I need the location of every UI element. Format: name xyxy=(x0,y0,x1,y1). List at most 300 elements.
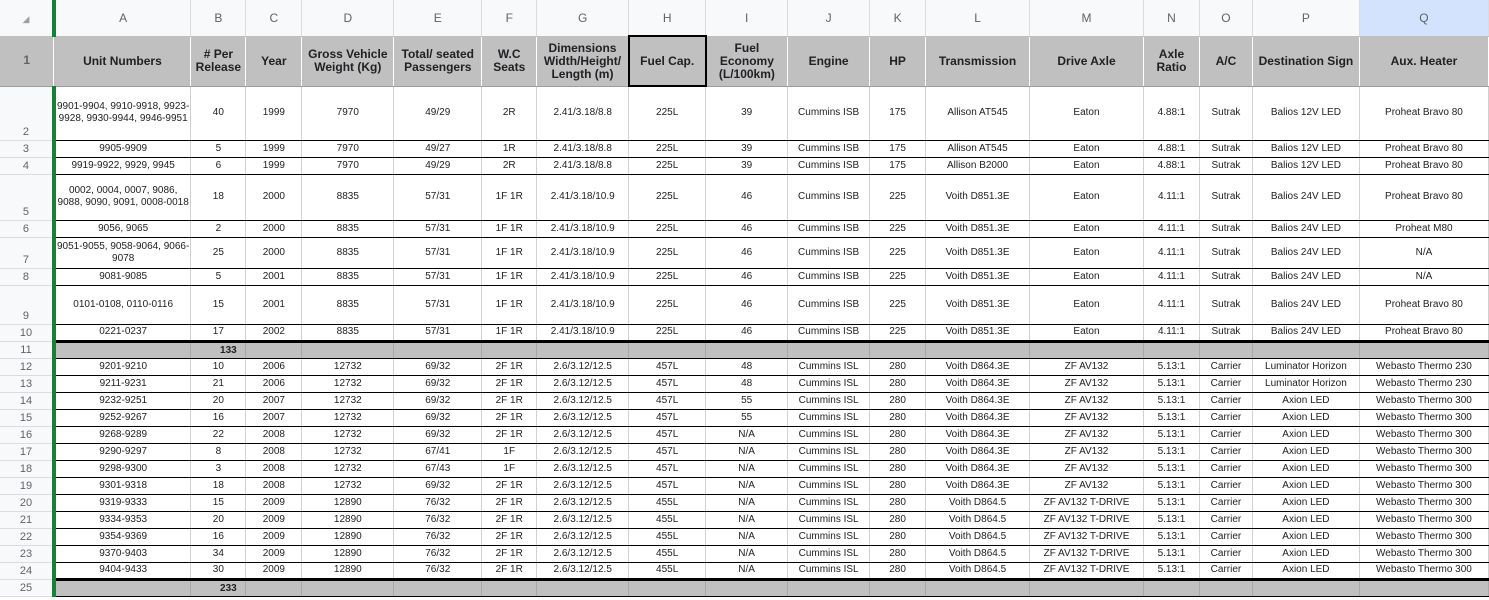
cell-g3[interactable]: 2.41/3.18/8.8 xyxy=(537,140,629,157)
cell-q19[interactable]: Webasto Thermo 300 xyxy=(1359,477,1488,494)
cell-a3[interactable]: 9905-9909 xyxy=(54,140,191,157)
cell-e21[interactable]: 76/32 xyxy=(394,511,482,528)
cell-d23[interactable]: 12890 xyxy=(302,545,394,562)
cell-j19[interactable]: Cummins ISL xyxy=(788,477,870,494)
cell-b11[interactable]: 133 xyxy=(191,341,246,358)
cell-n16[interactable]: 5.13:1 xyxy=(1143,426,1199,443)
cell-j13[interactable]: Cummins ISL xyxy=(788,375,870,392)
cell-q16[interactable]: Webasto Thermo 300 xyxy=(1359,426,1488,443)
cell-h24[interactable]: 455L xyxy=(629,562,706,579)
cell-c19[interactable]: 2008 xyxy=(246,477,302,494)
cell-b2[interactable]: 40 xyxy=(191,86,246,140)
cell-q14[interactable]: Webasto Thermo 300 xyxy=(1359,392,1488,409)
row-number[interactable]: 7 xyxy=(0,237,54,268)
cell-i11[interactable] xyxy=(706,341,788,358)
cell-b22[interactable]: 16 xyxy=(191,528,246,545)
cell-d14[interactable]: 12732 xyxy=(302,392,394,409)
cell-m23[interactable]: ZF AV132 T-DRIVE xyxy=(1030,545,1144,562)
cell-e11[interactable] xyxy=(394,341,482,358)
cell-n8[interactable]: 4.11:1 xyxy=(1143,268,1199,285)
cell-q22[interactable]: Webasto Thermo 300 xyxy=(1359,528,1488,545)
cell-e12[interactable]: 69/32 xyxy=(394,358,482,375)
cell-h8[interactable]: 225L xyxy=(629,268,706,285)
cell-i7[interactable]: 46 xyxy=(706,237,788,268)
cell-e19[interactable]: 69/32 xyxy=(394,477,482,494)
cell-d20[interactable]: 12890 xyxy=(302,494,394,511)
cell-m18[interactable]: ZF AV132 xyxy=(1030,460,1144,477)
header-cell-a[interactable]: Unit Numbers xyxy=(54,36,191,86)
cell-l8[interactable]: Voith D851.3E xyxy=(926,268,1030,285)
cell-m10[interactable]: Eaton xyxy=(1030,324,1144,341)
cell-a2[interactable]: 9901-9904, 9910-9918, 9923-9928, 9930-9944, 9946-9951 xyxy=(54,86,191,140)
cell-b13[interactable]: 21 xyxy=(191,375,246,392)
cell-j6[interactable]: Cummins ISB xyxy=(788,220,870,237)
cell-j5[interactable]: Cummins ISB xyxy=(788,174,870,220)
cell-o16[interactable]: Carrier xyxy=(1199,426,1252,443)
cell-f7[interactable]: 1F 1R xyxy=(482,237,537,268)
cell-e16[interactable]: 69/32 xyxy=(394,426,482,443)
cell-k23[interactable]: 280 xyxy=(870,545,926,562)
cell-f23[interactable]: 2F 1R xyxy=(482,545,537,562)
cell-c3[interactable]: 1999 xyxy=(246,140,302,157)
cell-l7[interactable]: Voith D851.3E xyxy=(926,237,1030,268)
cell-q2[interactable]: Proheat Bravo 80 xyxy=(1359,86,1488,140)
row-number[interactable]: 9 xyxy=(0,285,54,324)
header-cell-e[interactable]: Total/ seated Passengers xyxy=(394,36,482,86)
cell-a4[interactable]: 9919-9922, 9929, 9945 xyxy=(54,157,191,174)
cell-n3[interactable]: 4.88:1 xyxy=(1143,140,1199,157)
cell-o13[interactable]: Carrier xyxy=(1199,375,1252,392)
cell-l11[interactable] xyxy=(926,341,1030,358)
cell-k14[interactable]: 280 xyxy=(870,392,926,409)
cell-a12[interactable]: 9201-9210 xyxy=(54,358,191,375)
cell-m25[interactable] xyxy=(1030,579,1144,596)
cell-d24[interactable]: 12890 xyxy=(302,562,394,579)
cell-h2[interactable]: 225L xyxy=(629,86,706,140)
cell-k9[interactable]: 225 xyxy=(870,285,926,324)
cell-n6[interactable]: 4.11:1 xyxy=(1143,220,1199,237)
cell-b12[interactable]: 10 xyxy=(191,358,246,375)
cell-e8[interactable]: 57/31 xyxy=(394,268,482,285)
cell-g22[interactable]: 2.6/3.12/12.5 xyxy=(537,528,629,545)
cell-n10[interactable]: 4.11:1 xyxy=(1143,324,1199,341)
cell-a15[interactable]: 9252-9267 xyxy=(54,409,191,426)
cell-n23[interactable]: 5.13:1 xyxy=(1143,545,1199,562)
cell-d16[interactable]: 12732 xyxy=(302,426,394,443)
cell-d13[interactable]: 12732 xyxy=(302,375,394,392)
cell-f16[interactable]: 2F 1R xyxy=(482,426,537,443)
cell-k22[interactable]: 280 xyxy=(870,528,926,545)
header-cell-h[interactable]: Fuel Cap. xyxy=(629,36,706,86)
cell-e25[interactable] xyxy=(394,579,482,596)
cell-q15[interactable]: Webasto Thermo 300 xyxy=(1359,409,1488,426)
cell-i20[interactable]: N/A xyxy=(706,494,788,511)
cell-g24[interactable]: 2.6/3.12/12.5 xyxy=(537,562,629,579)
cell-c20[interactable]: 2009 xyxy=(246,494,302,511)
cell-b3[interactable]: 5 xyxy=(191,140,246,157)
cell-o25[interactable] xyxy=(1199,579,1252,596)
cell-g13[interactable]: 2.6/3.12/12.5 xyxy=(537,375,629,392)
cell-d4[interactable]: 7970 xyxy=(302,157,394,174)
cell-m20[interactable]: ZF AV132 T-DRIVE xyxy=(1030,494,1144,511)
cell-j8[interactable]: Cummins ISB xyxy=(788,268,870,285)
cell-p7[interactable]: Balios 24V LED xyxy=(1252,237,1359,268)
cell-f4[interactable]: 2R xyxy=(482,157,537,174)
column-header-q[interactable]: Q xyxy=(1359,0,1488,36)
cell-q24[interactable]: Webasto Thermo 300 xyxy=(1359,562,1488,579)
row-number[interactable]: 5 xyxy=(0,174,54,220)
column-header-o[interactable]: O xyxy=(1199,0,1252,36)
cell-c23[interactable]: 2009 xyxy=(246,545,302,562)
cell-p20[interactable]: Axion LED xyxy=(1252,494,1359,511)
cell-l6[interactable]: Voith D851.3E xyxy=(926,220,1030,237)
header-cell-q[interactable]: Aux. Heater xyxy=(1359,36,1488,86)
cell-p16[interactable]: Axion LED xyxy=(1252,426,1359,443)
cell-b19[interactable]: 18 xyxy=(191,477,246,494)
cell-a11[interactable] xyxy=(54,341,191,358)
cell-e10[interactable]: 57/31 xyxy=(394,324,482,341)
cell-p22[interactable]: Axion LED xyxy=(1252,528,1359,545)
cell-h21[interactable]: 455L xyxy=(629,511,706,528)
cell-a22[interactable]: 9354-9369 xyxy=(54,528,191,545)
cell-a6[interactable]: 9056, 9065 xyxy=(54,220,191,237)
cell-k17[interactable]: 280 xyxy=(870,443,926,460)
cell-j15[interactable]: Cummins ISL xyxy=(788,409,870,426)
cell-q7[interactable]: N/A xyxy=(1359,237,1488,268)
cell-g12[interactable]: 2.6/3.12/12.5 xyxy=(537,358,629,375)
cell-n25[interactable] xyxy=(1143,579,1199,596)
cell-a23[interactable]: 9370-9403 xyxy=(54,545,191,562)
cell-h4[interactable]: 225L xyxy=(629,157,706,174)
cell-d10[interactable]: 8835 xyxy=(302,324,394,341)
cell-i9[interactable]: 46 xyxy=(706,285,788,324)
header-cell-b[interactable]: # Per Release xyxy=(191,36,246,86)
cell-l13[interactable]: Voith D864.3E xyxy=(926,375,1030,392)
cell-p24[interactable]: Axion LED xyxy=(1252,562,1359,579)
cell-o19[interactable]: Carrier xyxy=(1199,477,1252,494)
cell-g14[interactable]: 2.6/3.12/12.5 xyxy=(537,392,629,409)
cell-n2[interactable]: 4.88:1 xyxy=(1143,86,1199,140)
cell-m24[interactable]: ZF AV132 T-DRIVE xyxy=(1030,562,1144,579)
cell-n7[interactable]: 4.11:1 xyxy=(1143,237,1199,268)
cell-a10[interactable]: 0221-0237 xyxy=(54,324,191,341)
cell-o11[interactable] xyxy=(1199,341,1252,358)
header-cell-l[interactable]: Transmission xyxy=(926,36,1030,86)
cell-e9[interactable]: 57/31 xyxy=(394,285,482,324)
cell-o2[interactable]: Sutrak xyxy=(1199,86,1252,140)
cell-l17[interactable]: Voith D864.3E xyxy=(926,443,1030,460)
cell-i24[interactable]: N/A xyxy=(706,562,788,579)
cell-j10[interactable]: Cummins ISB xyxy=(788,324,870,341)
cell-j18[interactable]: Cummins ISL xyxy=(788,460,870,477)
cell-p13[interactable]: Luminator Horizon xyxy=(1252,375,1359,392)
cell-n15[interactable]: 5.13:1 xyxy=(1143,409,1199,426)
cell-k18[interactable]: 280 xyxy=(870,460,926,477)
cell-p10[interactable]: Balios 24V LED xyxy=(1252,324,1359,341)
cell-d12[interactable]: 12732 xyxy=(302,358,394,375)
cell-m8[interactable]: Eaton xyxy=(1030,268,1144,285)
cell-f2[interactable]: 2R xyxy=(482,86,537,140)
cell-n9[interactable]: 4.11:1 xyxy=(1143,285,1199,324)
cell-i5[interactable]: 46 xyxy=(706,174,788,220)
cell-m5[interactable]: Eaton xyxy=(1030,174,1144,220)
cell-g6[interactable]: 2.41/3.18/10.9 xyxy=(537,220,629,237)
row-number[interactable]: 12 xyxy=(0,358,54,375)
cell-f25[interactable] xyxy=(482,579,537,596)
cell-f17[interactable]: 1F xyxy=(482,443,537,460)
cell-a13[interactable]: 9211-9231 xyxy=(54,375,191,392)
cell-j2[interactable]: Cummins ISB xyxy=(788,86,870,140)
row-number[interactable]: 24 xyxy=(0,562,54,579)
cell-m16[interactable]: ZF AV132 xyxy=(1030,426,1144,443)
cell-o12[interactable]: Carrier xyxy=(1199,358,1252,375)
cell-p5[interactable]: Balios 24V LED xyxy=(1252,174,1359,220)
cell-a19[interactable]: 9301-9318 xyxy=(54,477,191,494)
cell-e17[interactable]: 67/41 xyxy=(394,443,482,460)
cell-b16[interactable]: 22 xyxy=(191,426,246,443)
cell-c25[interactable] xyxy=(246,579,302,596)
cell-f12[interactable]: 2F 1R xyxy=(482,358,537,375)
cell-l4[interactable]: Allison B2000 xyxy=(926,157,1030,174)
cell-q25[interactable] xyxy=(1359,579,1488,596)
cell-c12[interactable]: 2006 xyxy=(246,358,302,375)
cell-e24[interactable]: 76/32 xyxy=(394,562,482,579)
cell-b9[interactable]: 15 xyxy=(191,285,246,324)
header-cell-f[interactable]: W.C Seats xyxy=(482,36,537,86)
cell-a7[interactable]: 9051-9055, 9058-9064, 9066-9078 xyxy=(54,237,191,268)
cell-i8[interactable]: 46 xyxy=(706,268,788,285)
cell-e5[interactable]: 57/31 xyxy=(394,174,482,220)
cell-g18[interactable]: 2.6/3.12/12.5 xyxy=(537,460,629,477)
row-number[interactable]: 19 xyxy=(0,477,54,494)
cell-j25[interactable] xyxy=(788,579,870,596)
cell-k7[interactable]: 225 xyxy=(870,237,926,268)
cell-b15[interactable]: 16 xyxy=(191,409,246,426)
cell-a5[interactable]: 0002, 0004, 0007, 9086, 9088, 9090, 9091, 0008-0018 xyxy=(54,174,191,220)
cell-j9[interactable]: Cummins ISB xyxy=(788,285,870,324)
cell-o8[interactable]: Sutrak xyxy=(1199,268,1252,285)
cell-i3[interactable]: 39 xyxy=(706,140,788,157)
cell-m19[interactable]: ZF AV132 xyxy=(1030,477,1144,494)
cell-h20[interactable]: 455L xyxy=(629,494,706,511)
column-header-c[interactable]: C xyxy=(246,0,302,36)
cell-h18[interactable]: 457L xyxy=(629,460,706,477)
cell-m4[interactable]: Eaton xyxy=(1030,157,1144,174)
cell-k11[interactable] xyxy=(870,341,926,358)
cell-f19[interactable]: 2F 1R xyxy=(482,477,537,494)
cell-k20[interactable]: 280 xyxy=(870,494,926,511)
cell-f14[interactable]: 2F 1R xyxy=(482,392,537,409)
cell-q23[interactable]: Webasto Thermo 300 xyxy=(1359,545,1488,562)
header-cell-n[interactable]: Axle Ratio xyxy=(1143,36,1199,86)
cell-d2[interactable]: 7970 xyxy=(302,86,394,140)
cell-q18[interactable]: Webasto Thermo 300 xyxy=(1359,460,1488,477)
header-cell-m[interactable]: Drive Axle xyxy=(1030,36,1144,86)
cell-l20[interactable]: Voith D864.5 xyxy=(926,494,1030,511)
cell-g9[interactable]: 2.41/3.18/10.9 xyxy=(537,285,629,324)
cell-q17[interactable]: Webasto Thermo 300 xyxy=(1359,443,1488,460)
cell-l18[interactable]: Voith D864.3E xyxy=(926,460,1030,477)
cell-k13[interactable]: 280 xyxy=(870,375,926,392)
cell-l21[interactable]: Voith D864.5 xyxy=(926,511,1030,528)
cell-l12[interactable]: Voith D864.3E xyxy=(926,358,1030,375)
column-header-n[interactable]: N xyxy=(1143,0,1199,36)
row-number[interactable]: 16 xyxy=(0,426,54,443)
cell-d19[interactable]: 12732 xyxy=(302,477,394,494)
cell-f24[interactable]: 2F 1R xyxy=(482,562,537,579)
cell-o22[interactable]: Carrier xyxy=(1199,528,1252,545)
cell-l2[interactable]: Allison AT545 xyxy=(926,86,1030,140)
cell-a20[interactable]: 9319-9333 xyxy=(54,494,191,511)
cell-h10[interactable]: 225L xyxy=(629,324,706,341)
cell-h23[interactable]: 455L xyxy=(629,545,706,562)
column-header-p[interactable]: P xyxy=(1252,0,1359,36)
cell-c24[interactable]: 2009 xyxy=(246,562,302,579)
cell-g23[interactable]: 2.6/3.12/12.5 xyxy=(537,545,629,562)
cell-a8[interactable]: 9081-9085 xyxy=(54,268,191,285)
header-cell-k[interactable]: HP xyxy=(870,36,926,86)
cell-k25[interactable] xyxy=(870,579,926,596)
cell-f20[interactable]: 2F 1R xyxy=(482,494,537,511)
cell-q10[interactable]: Proheat Bravo 80 xyxy=(1359,324,1488,341)
cell-o18[interactable]: Carrier xyxy=(1199,460,1252,477)
cell-c11[interactable] xyxy=(246,341,302,358)
cell-d21[interactable]: 12890 xyxy=(302,511,394,528)
cell-f11[interactable] xyxy=(482,341,537,358)
cell-a17[interactable]: 9290-9297 xyxy=(54,443,191,460)
cell-h17[interactable]: 457L xyxy=(629,443,706,460)
cell-h19[interactable]: 457L xyxy=(629,477,706,494)
cell-q21[interactable]: Webasto Thermo 300 xyxy=(1359,511,1488,528)
cell-c6[interactable]: 2000 xyxy=(246,220,302,237)
column-header-b[interactable]: B xyxy=(191,0,246,36)
cell-h15[interactable]: 457L xyxy=(629,409,706,426)
cell-f13[interactable]: 2F 1R xyxy=(482,375,537,392)
cell-n20[interactable]: 5.13:1 xyxy=(1143,494,1199,511)
cell-j7[interactable]: Cummins ISB xyxy=(788,237,870,268)
cell-d18[interactable]: 12732 xyxy=(302,460,394,477)
cell-e20[interactable]: 76/32 xyxy=(394,494,482,511)
cell-k2[interactable]: 175 xyxy=(870,86,926,140)
cell-q8[interactable]: N/A xyxy=(1359,268,1488,285)
cell-c8[interactable]: 2001 xyxy=(246,268,302,285)
cell-l14[interactable]: Voith D864.3E xyxy=(926,392,1030,409)
cell-i2[interactable]: 39 xyxy=(706,86,788,140)
cell-b17[interactable]: 8 xyxy=(191,443,246,460)
cell-h12[interactable]: 457L xyxy=(629,358,706,375)
cell-b23[interactable]: 34 xyxy=(191,545,246,562)
row-number[interactable]: 1 xyxy=(0,36,54,86)
cell-m21[interactable]: ZF AV132 T-DRIVE xyxy=(1030,511,1144,528)
cell-h6[interactable]: 225L xyxy=(629,220,706,237)
cell-c17[interactable]: 2008 xyxy=(246,443,302,460)
row-number[interactable]: 20 xyxy=(0,494,54,511)
cell-q20[interactable]: Webasto Thermo 300 xyxy=(1359,494,1488,511)
cell-c21[interactable]: 2009 xyxy=(246,511,302,528)
cell-c18[interactable]: 2008 xyxy=(246,460,302,477)
cell-q6[interactable]: Proheat M80 xyxy=(1359,220,1488,237)
cell-q12[interactable]: Webasto Thermo 230 xyxy=(1359,358,1488,375)
cell-h9[interactable]: 225L xyxy=(629,285,706,324)
cell-j4[interactable]: Cummins ISB xyxy=(788,157,870,174)
cell-l15[interactable]: Voith D864.3E xyxy=(926,409,1030,426)
cell-i21[interactable]: N/A xyxy=(706,511,788,528)
cell-c14[interactable]: 2007 xyxy=(246,392,302,409)
cell-o6[interactable]: Sutrak xyxy=(1199,220,1252,237)
cell-o3[interactable]: Sutrak xyxy=(1199,140,1252,157)
cell-k5[interactable]: 225 xyxy=(870,174,926,220)
row-number[interactable]: 4 xyxy=(0,157,54,174)
cell-q4[interactable]: Proheat Bravo 80 xyxy=(1359,157,1488,174)
cell-o17[interactable]: Carrier xyxy=(1199,443,1252,460)
cell-d7[interactable]: 8835 xyxy=(302,237,394,268)
cell-g16[interactable]: 2.6/3.12/12.5 xyxy=(537,426,629,443)
cell-b21[interactable]: 20 xyxy=(191,511,246,528)
cell-c5[interactable]: 2000 xyxy=(246,174,302,220)
cell-h22[interactable]: 455L xyxy=(629,528,706,545)
cell-k10[interactable]: 225 xyxy=(870,324,926,341)
cell-l5[interactable]: Voith D851.3E xyxy=(926,174,1030,220)
cell-h16[interactable]: 457L xyxy=(629,426,706,443)
cell-a25[interactable] xyxy=(54,579,191,596)
cell-f18[interactable]: 1F xyxy=(482,460,537,477)
cell-a14[interactable]: 9232-9251 xyxy=(54,392,191,409)
cell-j17[interactable]: Cummins ISL xyxy=(788,443,870,460)
cell-a24[interactable]: 9404-9433 xyxy=(54,562,191,579)
cell-d17[interactable]: 12732 xyxy=(302,443,394,460)
cell-k15[interactable]: 280 xyxy=(870,409,926,426)
cell-i6[interactable]: 46 xyxy=(706,220,788,237)
cell-l23[interactable]: Voith D864.5 xyxy=(926,545,1030,562)
cell-f3[interactable]: 1R xyxy=(482,140,537,157)
row-number[interactable]: 13 xyxy=(0,375,54,392)
column-header-e[interactable]: E xyxy=(394,0,482,36)
cell-o15[interactable]: Carrier xyxy=(1199,409,1252,426)
cell-o24[interactable]: Carrier xyxy=(1199,562,1252,579)
cell-i17[interactable]: N/A xyxy=(706,443,788,460)
cell-m11[interactable] xyxy=(1030,341,1144,358)
cell-j24[interactable]: Cummins ISL xyxy=(788,562,870,579)
cell-m22[interactable]: ZF AV132 T-DRIVE xyxy=(1030,528,1144,545)
cell-h25[interactable] xyxy=(629,579,706,596)
cell-i16[interactable]: N/A xyxy=(706,426,788,443)
cell-n18[interactable]: 5.13:1 xyxy=(1143,460,1199,477)
cell-p25[interactable] xyxy=(1252,579,1359,596)
cell-c9[interactable]: 2001 xyxy=(246,285,302,324)
cell-n12[interactable]: 5.13:1 xyxy=(1143,358,1199,375)
cell-j11[interactable] xyxy=(788,341,870,358)
column-header-a[interactable]: A xyxy=(54,0,191,36)
column-header-m[interactable]: M xyxy=(1030,0,1144,36)
cell-j14[interactable]: Cummins ISL xyxy=(788,392,870,409)
cell-f6[interactable]: 1F 1R xyxy=(482,220,537,237)
row-number[interactable]: 25 xyxy=(0,579,54,596)
cell-p9[interactable]: Balios 24V LED xyxy=(1252,285,1359,324)
cell-k19[interactable]: 280 xyxy=(870,477,926,494)
column-header-i[interactable]: I xyxy=(706,0,788,36)
cell-g8[interactable]: 2.41/3.18/10.9 xyxy=(537,268,629,285)
header-cell-j[interactable]: Engine xyxy=(788,36,870,86)
cell-d22[interactable]: 12890 xyxy=(302,528,394,545)
cell-q9[interactable]: Proheat Bravo 80 xyxy=(1359,285,1488,324)
cell-o14[interactable]: Carrier xyxy=(1199,392,1252,409)
cell-p23[interactable]: Axion LED xyxy=(1252,545,1359,562)
cell-p19[interactable]: Axion LED xyxy=(1252,477,1359,494)
cell-p11[interactable] xyxy=(1252,341,1359,358)
cell-k16[interactable]: 280 xyxy=(870,426,926,443)
cell-g21[interactable]: 2.6/3.12/12.5 xyxy=(537,511,629,528)
cell-o7[interactable]: Sutrak xyxy=(1199,237,1252,268)
